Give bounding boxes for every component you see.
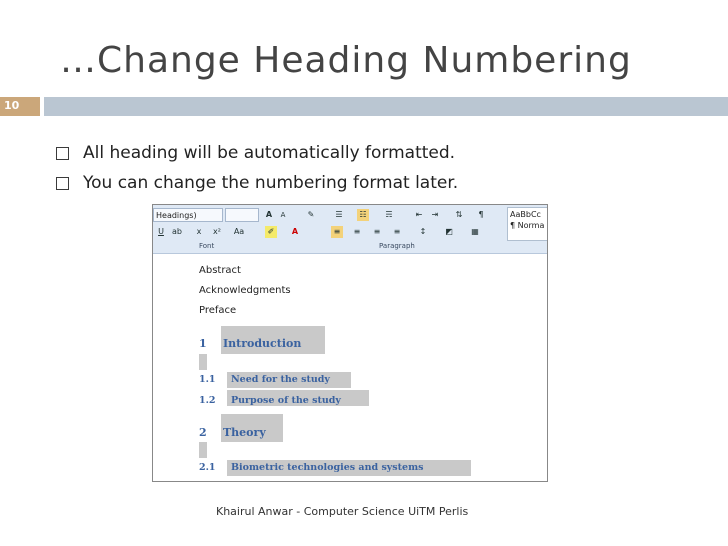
bullet-text: You can change the numbering format later. xyxy=(83,173,459,193)
bullets-icon[interactable]: ☰ xyxy=(335,210,343,219)
slide-footer: Khairul Anwar - Computer Science UiTM Perlis xyxy=(216,505,469,518)
align-right-icon[interactable]: ≡ xyxy=(373,227,381,236)
heading-text: Theory xyxy=(223,426,266,439)
word-ribbon xyxy=(153,205,547,254)
heading-number: 2 xyxy=(199,426,207,439)
heading-number: 1 xyxy=(199,337,207,350)
bullet-text: All heading will be automatically formatted. xyxy=(83,143,456,163)
heading-number: 1.2 xyxy=(199,395,216,406)
clear-format-icon[interactable]: ✎ xyxy=(307,210,315,219)
title-underline-bar xyxy=(44,97,728,116)
style-gallery[interactable] xyxy=(507,207,548,241)
shading-icon[interactable]: ◩ xyxy=(445,227,453,236)
heading-text: Need for the study xyxy=(231,374,330,385)
change-case-icon[interactable]: Aa xyxy=(233,227,245,236)
underline-icon[interactable]: U xyxy=(158,227,164,236)
highlight-icon[interactable]: ✐ xyxy=(265,226,277,238)
slide-number: 10 xyxy=(4,99,20,112)
bullet-list xyxy=(56,138,458,198)
justify-icon[interactable]: ≡ xyxy=(393,227,401,236)
borders-icon[interactable]: ▦ xyxy=(471,227,479,236)
sort-icon[interactable]: ⇅ xyxy=(455,210,463,219)
bullet-item xyxy=(56,168,458,198)
show-formatting-icon[interactable]: ¶ xyxy=(478,210,484,219)
multilevel-list-icon[interactable]: ☴ xyxy=(385,210,393,219)
slide-title: …Change Heading Numbering xyxy=(60,40,632,81)
heading-number: 2.1 xyxy=(199,462,216,473)
heading-highlight xyxy=(199,442,207,458)
grow-font-icon[interactable]: A xyxy=(265,210,273,219)
heading-text: Introduction xyxy=(223,337,302,350)
style-name: ¶ Norma xyxy=(510,221,545,230)
heading-text: Biometric technologies and systems xyxy=(231,462,424,473)
square-bullet-icon xyxy=(56,177,69,190)
subscript-icon[interactable]: x xyxy=(196,227,202,236)
strikethrough-icon[interactable]: ab xyxy=(172,227,182,236)
shrink-font-icon[interactable]: A xyxy=(280,211,286,219)
paragraph-group-label: Paragraph xyxy=(379,242,415,250)
document-body xyxy=(153,254,547,481)
doc-plain-item: Preface xyxy=(199,305,237,316)
decrease-indent-icon[interactable]: ⇤ xyxy=(415,210,423,219)
align-center-icon[interactable]: ≡ xyxy=(353,227,361,236)
increase-indent-icon[interactable]: ⇥ xyxy=(431,210,439,219)
style-preview: AaBbCc xyxy=(510,210,541,219)
align-left-icon[interactable]: ≡ xyxy=(331,226,343,238)
square-bullet-icon xyxy=(56,147,69,160)
superscript-icon[interactable]: x² xyxy=(213,227,221,236)
heading-text: Purpose of the study xyxy=(231,395,341,406)
font-group-label: Font xyxy=(199,242,215,250)
line-spacing-icon[interactable]: ↕ xyxy=(419,227,427,236)
word-screenshot xyxy=(152,204,548,482)
font-size-dropdown[interactable] xyxy=(225,208,259,222)
doc-plain-item: Acknowledgments xyxy=(199,285,291,296)
doc-plain-item: Abstract xyxy=(199,265,241,276)
bullet-item xyxy=(56,138,458,168)
font-color-icon[interactable]: A xyxy=(291,227,299,236)
heading-number: 1.1 xyxy=(199,374,216,385)
numbering-icon[interactable]: ☷ xyxy=(357,209,369,221)
heading-highlight xyxy=(199,354,207,370)
font-dropdown[interactable]: Headings) xyxy=(153,208,223,222)
